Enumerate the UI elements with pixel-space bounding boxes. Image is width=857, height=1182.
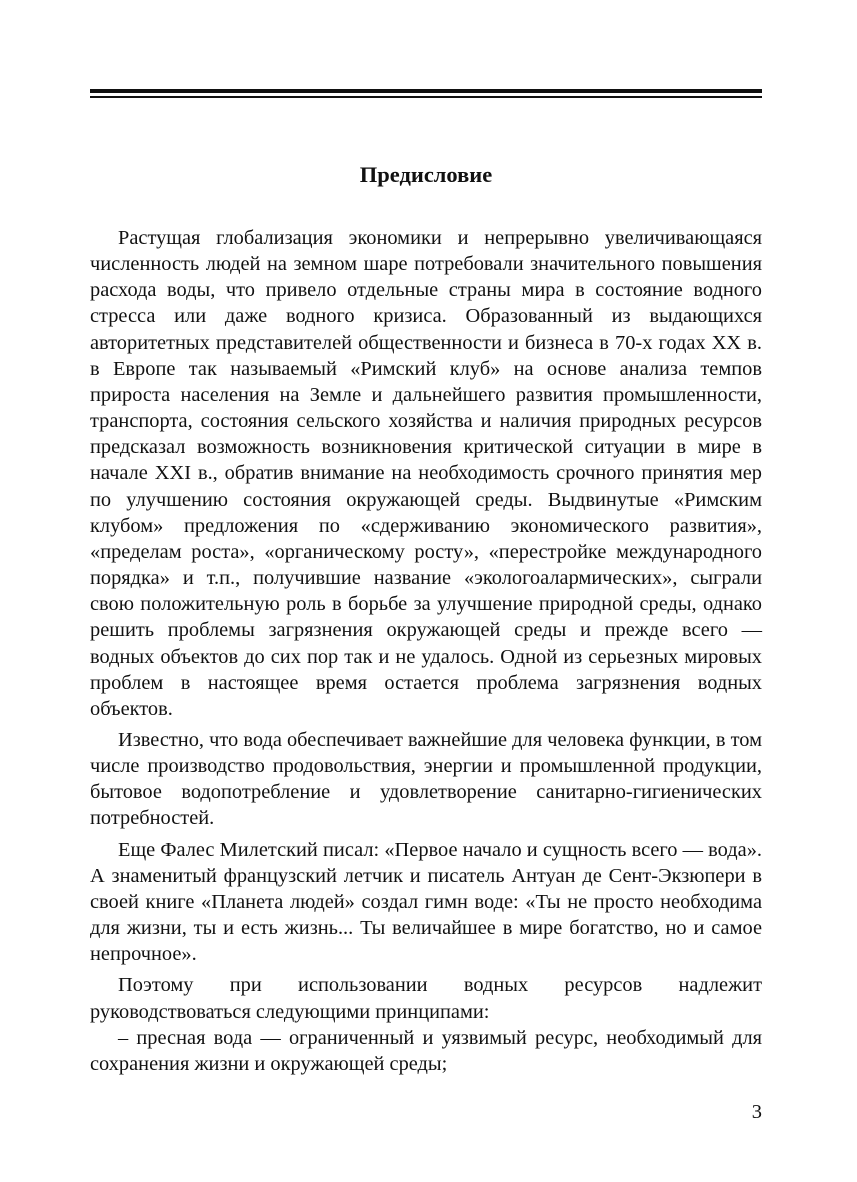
paragraph: Поэтому при использовании водных ресурсов надлежит руководствоваться следующими принципами: (90, 974, 762, 1023)
header-rule-thick (90, 89, 762, 93)
paragraph: Растущая глобализация экономики и непрерывно увеличивающаяся численность людей на земном шаре потребовали значительного повышения расхода воды, что привело отдельные страны мира в состояние водного стресса или даже водного кризиса. Образованный из выдающихся авторитетных представителей общественности и бизнеса в 70-х годах XX в. в Европе так называемый «Римский клуб» на основе анализа темпов прироста населения на Земле и дальнейшего развития промышленности, транспорта, состояния сельского хозяйства и наличия природных ресурсов предсказал возможность возникновения критической ситуации в мире в начале XXI в., обратив внимание на необходимость срочного принятия мер по улучшению состояния окружающей среды. Выдвинутые «Римским клубом» предложения по «сдерживанию экономического развития», «пределам роста», «органическому росту», «перестройке международного порядка» и т.п., получившие название «экологоалармических», сыграли свою положительную роль в борьбе за улучшение природной среды, однако решить проблемы загрязнения окружающей среды и прежде всего — водных объектов до сих пор так и не удалось. Одной из серьезных мировых проблем в настоящее время остается проблема загрязнения водных объектов. (90, 227, 762, 720)
paragraph: Еще Фалес Милетский писал: «Первое начало и сущность всего — вода». А знаменитый французский летчик и писатель Антуан де Сент-Экзюпери в своей книге «Планета людей» создал гимн воде: «Ты не просто необходима для жизни, ты и есть жизнь... Ты величайшее в мире богатство, но и самое непрочное». (90, 838, 762, 966)
page-title: Предисловие (359, 162, 493, 187)
list-item: – пресная вода — ограниченный и уязвимый ресурс, необходимый для сохранения жизни и окружающей среды; (90, 1026, 762, 1075)
header-rule-thin (90, 96, 762, 98)
page-number: 3 (751, 1101, 762, 1123)
body-text (90, 225, 762, 1077)
paragraph: Известно, что вода обеспечивает важнейшие для человека функции, в том числе производство продовольствия, энергии и промышленной продукции, бытовое водопотребление и удовлетворение санитарно-гигиенических потребностей. (90, 728, 762, 830)
